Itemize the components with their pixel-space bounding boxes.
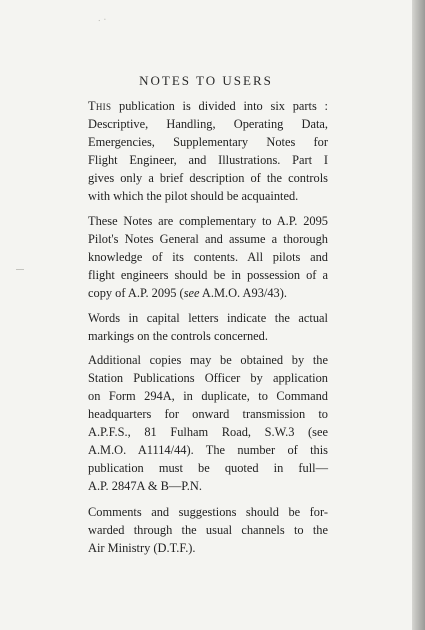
margin-mark [16, 269, 24, 270]
paragraph-line: flight engineers should be in possession of a [88, 268, 328, 282]
paragraph-line: gives only a brief description of the controls [88, 171, 328, 185]
paragraph-line: A.P. 2847A & B—P.N. [88, 479, 202, 493]
paragraph-line: Comments and suggestions should be for- [88, 505, 328, 519]
paragraph-line: Additional copies may be obtained by the [88, 353, 328, 367]
paragraph-line: headquarters for onward transmission to [88, 407, 328, 421]
paragraph-line: This publication is divided into six parts : [88, 99, 328, 113]
page-edge [412, 0, 425, 630]
paragraph-line: Station Publications Officer by application [88, 371, 328, 385]
paragraph-comments [88, 503, 328, 557]
paragraph-line: markings on the controls concerned. [88, 329, 268, 343]
paragraph-line: Emergencies, Supplementary Notes for [88, 135, 328, 149]
paragraph-line: Pilot's Notes General and assume a thorough [88, 232, 328, 246]
pencil-mark: · · [97, 15, 108, 27]
paragraph-intro [88, 97, 328, 205]
lead-word: This [88, 99, 112, 113]
paragraph-line: knowledge of its contents. All pilots and [88, 250, 328, 264]
paragraph-line: on Form 294A, in duplicate, to Command [88, 389, 328, 403]
paragraph-line: with which the pilot should be acquainted. [88, 189, 299, 203]
paragraph-line: A.P.F.S., 81 Fulham Road, S.W.3 (see [88, 425, 328, 439]
paragraph-line: Air Ministry (D.T.F.). [88, 541, 196, 555]
paragraph-line: These Notes are complementary to A.P. 2095 [88, 214, 328, 228]
paragraph-line: A.M.O. A1114/44). The number of this [88, 443, 328, 457]
paragraph-capital-letters [88, 309, 328, 345]
paragraph-line: copy of A.P. 2095 (see A.M.O. A93/43). [88, 286, 287, 300]
paragraph-line: publication must be quoted in full— [88, 461, 328, 475]
paragraph-line: Descriptive, Handling, Operating Data, [88, 117, 328, 131]
paragraph-additional-copies [88, 351, 328, 495]
paragraph-line: Flight Engineer, and Illustrations. Part I [88, 153, 328, 167]
page-title: NOTES TO USERS [139, 73, 273, 88]
paragraph-complementary [88, 212, 328, 302]
paragraph-line: warded through the usual channels to the [88, 523, 328, 537]
paragraph-line: Words in capital letters indicate the actual [88, 311, 328, 325]
